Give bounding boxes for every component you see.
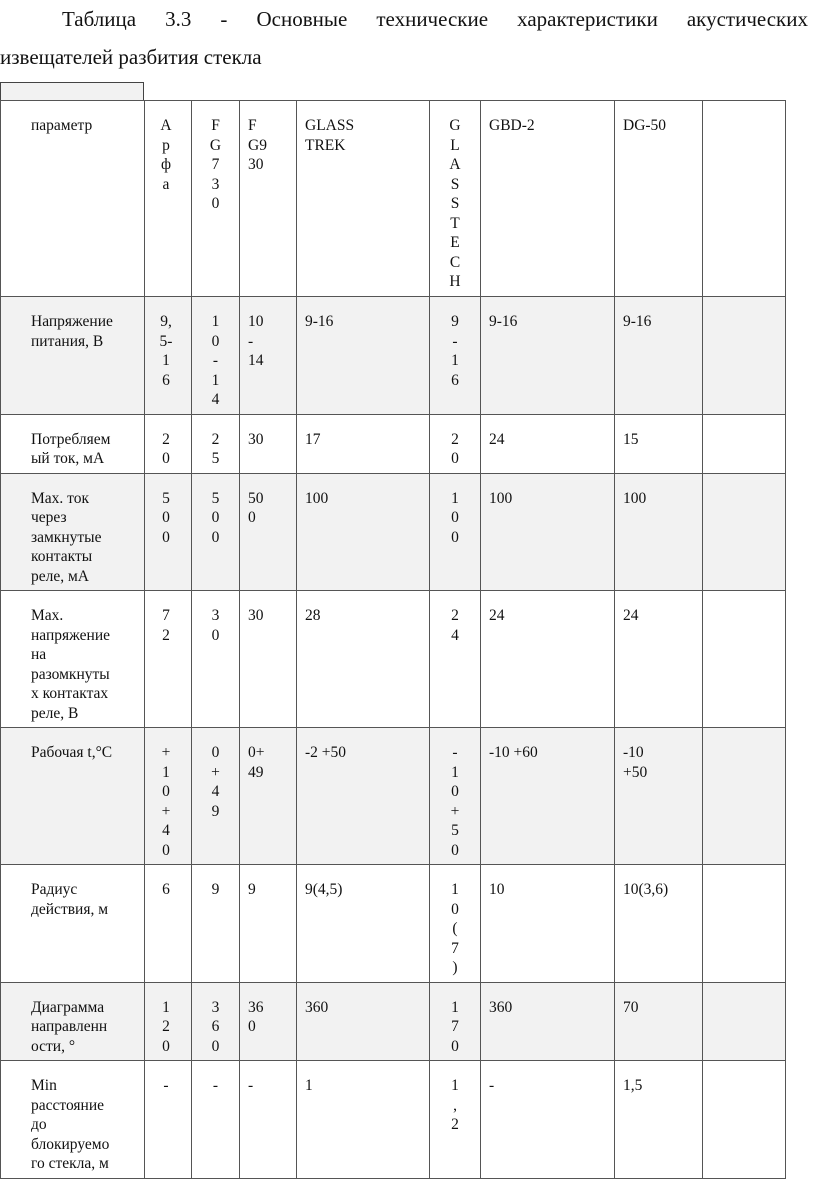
cell-gbd2 [481, 982, 615, 1061]
cell-text: 10 [489, 881, 505, 898]
cell-arfa [145, 297, 192, 415]
cell-text: 1 [305, 1077, 313, 1094]
cell-text: 360 [489, 998, 513, 1016]
cell-text [703, 415, 785, 434]
cell-arfa [145, 982, 192, 1061]
cell-extra [703, 728, 786, 865]
cell-text [703, 865, 785, 884]
cell-extra [703, 414, 786, 473]
cell-glasstech [430, 591, 481, 728]
cell-text: 24 [489, 607, 505, 624]
cell-text: 1 , 2 [451, 1077, 459, 1133]
cell-arfa [145, 591, 192, 728]
cell-extra [703, 982, 786, 1061]
cell-text: 100 [489, 489, 513, 507]
header-cell-arfa [145, 101, 192, 297]
cell-text [703, 297, 785, 316]
cell-param [1, 591, 145, 728]
cell-extra [703, 297, 786, 415]
cell-text: 3 0 [211, 607, 220, 644]
cell-text: - [248, 1077, 254, 1094]
cell-gbd2 [481, 414, 615, 473]
cell-text: - 1 0 + 5 0 [450, 744, 460, 859]
cell-text: 9-16 [623, 313, 652, 330]
cell-text: 5 0 0 [211, 489, 220, 546]
cell-text: 3 6 0 [211, 998, 220, 1055]
cell-extra [703, 473, 786, 591]
header-cell-fg730 [192, 101, 240, 297]
cell-text: DG-50 [623, 117, 667, 134]
cell-fg730 [192, 414, 240, 473]
table-row [1, 591, 786, 728]
cell-text: 6 [162, 881, 170, 898]
table-row [1, 865, 786, 983]
cell-fg930 [240, 1061, 297, 1179]
cell-gbd2 [481, 297, 615, 415]
cell-text [703, 591, 785, 610]
cell-gbd2 [481, 591, 615, 728]
cell-glasstrek [297, 1061, 430, 1179]
cell-arfa [145, 865, 192, 983]
cell-param [1, 1061, 145, 1179]
cell-glasstech [430, 982, 481, 1061]
cell-param [1, 297, 145, 415]
cell-text: 9 [248, 881, 256, 898]
cell-glasstech [430, 1061, 481, 1179]
cell-text: 360 [305, 998, 329, 1016]
table-row [1, 414, 786, 473]
table-row [1, 297, 786, 415]
cell-text: 30 [248, 607, 264, 624]
cell-text: GLASS TREK [305, 117, 355, 154]
characteristics-table [0, 100, 786, 1179]
cell-fg930 [240, 728, 297, 865]
cell-text: 1 0 0 [451, 489, 459, 546]
cell-text [703, 983, 785, 1002]
cell-gbd2 [481, 1061, 615, 1179]
cell-dg50 [615, 728, 703, 865]
cell-text: - [163, 1077, 169, 1094]
cell-text: 1 0 ( 7 ) [451, 881, 459, 976]
cell-text: G L A S S T E C H [449, 117, 461, 290]
cell-fg930 [240, 982, 297, 1061]
cell-text: Max. ток через замкнутые контакты реле, мА [31, 489, 102, 585]
cell-text: 1 0 - 1 4 [211, 313, 220, 408]
cell-text: 7 2 [162, 607, 170, 644]
cell-glasstrek [297, 865, 430, 983]
caption-line-2: извещателей разбития стекла [0, 45, 262, 69]
cell-text: F G 7 3 0 [209, 117, 222, 212]
cell-extra [703, 1061, 786, 1179]
cell-fg730 [192, 865, 240, 983]
cell-text [703, 101, 785, 120]
cell-extra [703, 591, 786, 728]
cell-glasstech [430, 297, 481, 415]
header-cell-glasstrek [297, 101, 430, 297]
cell-fg730 [192, 982, 240, 1061]
cell-text: А р ф а [160, 117, 172, 193]
table-stub-cell [0, 82, 144, 100]
cell-glasstrek [297, 414, 430, 473]
cell-text: 2 0 [162, 430, 170, 467]
cell-text: Рабочая t,°C [31, 744, 113, 761]
cell-text: + 1 0 + 4 0 [161, 744, 171, 859]
table-row [1, 473, 786, 591]
cell-text: Напряжение питания, В [31, 313, 113, 350]
cell-fg730 [192, 728, 240, 865]
cell-dg50 [615, 1061, 703, 1179]
cell-extra [703, 865, 786, 983]
cell-dg50 [615, 865, 703, 983]
cell-param [1, 728, 145, 865]
cell-text: 9, 5- 1 6 [159, 313, 173, 389]
cell-text: 100 [305, 489, 329, 507]
cell-text: 28 [305, 607, 321, 624]
cell-text: GBD-2 [489, 117, 535, 134]
cell-gbd2 [481, 865, 615, 983]
cell-fg930 [240, 297, 297, 415]
header-cell-dg50 [615, 101, 703, 297]
cell-text: -10 +60 [489, 744, 538, 761]
cell-text: 36 0 [248, 998, 264, 1035]
cell-text: 0+ 49 [248, 744, 265, 781]
cell-text: 2 0 [451, 430, 459, 467]
cell-text [703, 1061, 785, 1080]
cell-fg930 [240, 591, 297, 728]
cell-dg50 [615, 982, 703, 1061]
cell-param [1, 414, 145, 473]
cell-text: - [489, 1077, 495, 1094]
cell-glasstech [430, 865, 481, 983]
cell-text: 70 [623, 998, 639, 1016]
cell-glasstrek [297, 591, 430, 728]
cell-glasstech [430, 414, 481, 473]
cell-text: 24 [623, 607, 639, 624]
cell-text: 24 [489, 430, 505, 448]
header-cell-fg930 [240, 101, 297, 297]
cell-text: -10 +50 [623, 744, 648, 781]
cell-gbd2 [481, 728, 615, 865]
cell-fg930 [240, 473, 297, 591]
cell-text [703, 728, 785, 747]
cell-text: 50 0 [248, 489, 264, 526]
cell-text: 1 2 0 [162, 998, 170, 1055]
cell-text: 1 7 0 [451, 998, 459, 1055]
cell-text: Радиус действия, м [31, 881, 109, 918]
cell-dg50 [615, 473, 703, 591]
cell-arfa [145, 1061, 192, 1179]
cell-dg50 [615, 591, 703, 728]
cell-text: Потребляем ый ток, мА [31, 430, 111, 467]
cell-text: 9 [211, 881, 220, 898]
cell-text: Max. напряжение на разомкнуты х контактах реле, В [31, 607, 110, 722]
cell-text: 15 [623, 430, 639, 448]
cell-text [703, 474, 785, 493]
header-cell-extra [703, 101, 786, 297]
table-row [1, 1061, 786, 1179]
cell-text: -2 +50 [305, 744, 347, 761]
cell-glasstech [430, 473, 481, 591]
caption-line-1: Таблица 3.3 - Основные технические характеристики акустических [62, 7, 808, 31]
table-row [1, 982, 786, 1061]
cell-fg930 [240, 865, 297, 983]
header-cell-gbd2 [481, 101, 615, 297]
cell-text: Min расстояние до блокируемо го стекла, м [31, 1077, 110, 1172]
cell-glasstrek [297, 982, 430, 1061]
table-header-row [1, 101, 786, 297]
cell-text: - [212, 1077, 219, 1094]
cell-text: 10(3,6) [623, 881, 669, 898]
cell-param [1, 473, 145, 591]
cell-text: 100 [623, 489, 647, 507]
cell-glasstrek [297, 297, 430, 415]
cell-fg930 [240, 414, 297, 473]
cell-arfa [145, 473, 192, 591]
cell-fg730 [192, 297, 240, 415]
cell-dg50 [615, 414, 703, 473]
cell-text: 9-16 [489, 313, 518, 330]
header-cell-param [1, 101, 145, 297]
cell-arfa [145, 414, 192, 473]
cell-fg730 [192, 473, 240, 591]
cell-text: 9-16 [305, 313, 334, 330]
cell-fg730 [192, 591, 240, 728]
cell-fg730 [192, 1061, 240, 1179]
table-row [1, 728, 786, 865]
cell-text: 1,5 [623, 1077, 643, 1094]
cell-glasstrek [297, 728, 430, 865]
cell-glasstech [430, 728, 481, 865]
cell-param [1, 865, 145, 983]
cell-dg50 [615, 297, 703, 415]
header-cell-glasstech [430, 101, 481, 297]
cell-text: 30 [248, 430, 264, 448]
cell-arfa [145, 728, 192, 865]
cell-text: 17 [305, 430, 321, 448]
cell-text: 10 - 14 [248, 313, 264, 369]
cell-text: 9(4,5) [305, 881, 343, 898]
cell-gbd2 [481, 473, 615, 591]
cell-text: 2 5 [211, 430, 220, 467]
cell-param [1, 982, 145, 1061]
cell-text: 9 - 1 6 [451, 313, 459, 389]
cell-text: 0 + 4 9 [211, 744, 220, 820]
cell-text: 2 4 [451, 607, 459, 644]
cell-text: 5 0 0 [162, 489, 170, 546]
cell-text: параметр [31, 117, 93, 134]
cell-glasstrek [297, 473, 430, 591]
cell-text: Диаграмма направленн ости, ° [31, 998, 108, 1055]
cell-text: F G9 30 [248, 117, 267, 173]
